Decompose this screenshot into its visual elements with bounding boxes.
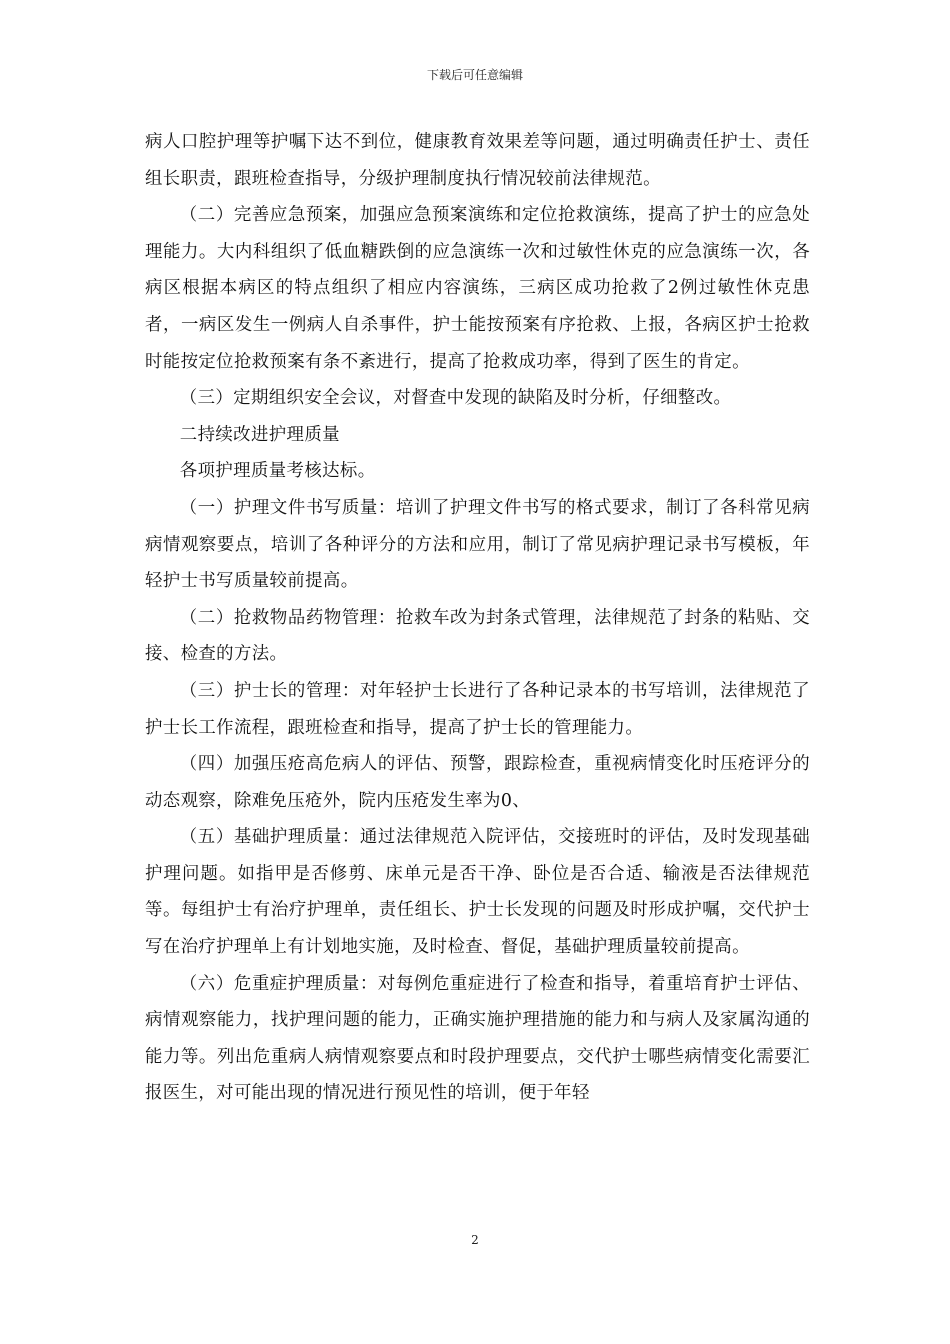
paragraph-emergency-plan: （二）完善应急预案，加强应急预案演练和定位抢救演练，提高了护士的应急处理能力。大内科组织了低血糖跌倒的应急演练一次和过敏性休克的应急演练一次，各病区根据本病区的特点组织了相应内容演练，三病区成功抢救了2例过敏性休克患者，一病区发生一例病人自杀事件，护士能按预案有序抢救、上报，各病区护士抢救时能按定位抢救预案有条不紊进行，提高了抢救成功率，得到了医生的肯定。 bbox=[145, 205, 810, 372]
paragraph-document-writing: （一）护理文件书写质量：培训了护理文件书写的格式要求，制订了各科常见病病情观察要点，培训了各种评分的方法和应用，制订了常见病护理记录书写模板，年轻护士书写质量较前提高。 bbox=[145, 497, 810, 592]
paragraph-basic-care: （五）基础护理质量：通过法律规范入院评估，交接班时的评估，及时发现基础护理问题。如指甲是否修剪、床单元是否干净、卧位是否合适、输液是否法律规范等。每组护士有治疗护理单，责任组长、护士长发现的问题及时形成护嘱，交代护士写在治疗护理单上有计划地实施，及时检查、督促，基础护理质量较前提高。 bbox=[145, 827, 810, 958]
section-heading: 二持续改进护理质量 bbox=[179, 424, 340, 445]
paragraph-safety-meeting: （三）定期组织安全会议，对督查中发现的缺陷及时分析，仔细整改。 bbox=[179, 388, 732, 409]
paragraph-rescue-supplies: （二）抢救物品药物管理：抢救车改为封条式管理，法律规范了封条的粘贴、交接、检查的方法。 bbox=[145, 607, 810, 665]
paragraph-pressure-ulcer: （四）加强压疮高危病人的评估、预警，跟踪检查，重视病情变化时压疮评分的动态观察，除难免压疮外，院内压疮发生率为0、 bbox=[145, 754, 810, 811]
paragraph-critical-care: （六）危重症护理质量：对每例危重症进行了检查和指导，着重培育护士评估、病情观察能力，找护理问题的能力，正确实施护理措施的能力和与病人及家属沟通的能力等。列出危重病人病情观察要点和时段护理要点，交代护士哪些病情变化需要汇报医生，对可能出现的情况进行预见性的培训，便于年轻 bbox=[145, 973, 810, 1104]
paragraph-quality-standard: 各项护理质量考核达标。 bbox=[179, 461, 376, 482]
paragraph-continuation: 病人口腔护理等护嘱下达不到位，健康教育效果差等问题，通过明确责任护士、责任组长职责，跟班检查指导，分级护理制度执行情况较前法律规范。 bbox=[145, 132, 810, 189]
paragraph-head-nurse: （三）护士长的管理：对年轻护士长进行了各种记录本的书写培训，法律规范了护士长工作流程，跟班检查和指导，提高了护士长的管理能力。 bbox=[145, 680, 810, 738]
page-header: 下载后可任意编辑 bbox=[426, 68, 523, 82]
document-body bbox=[145, 124, 810, 1112]
page-number: 2 bbox=[471, 1233, 479, 1247]
